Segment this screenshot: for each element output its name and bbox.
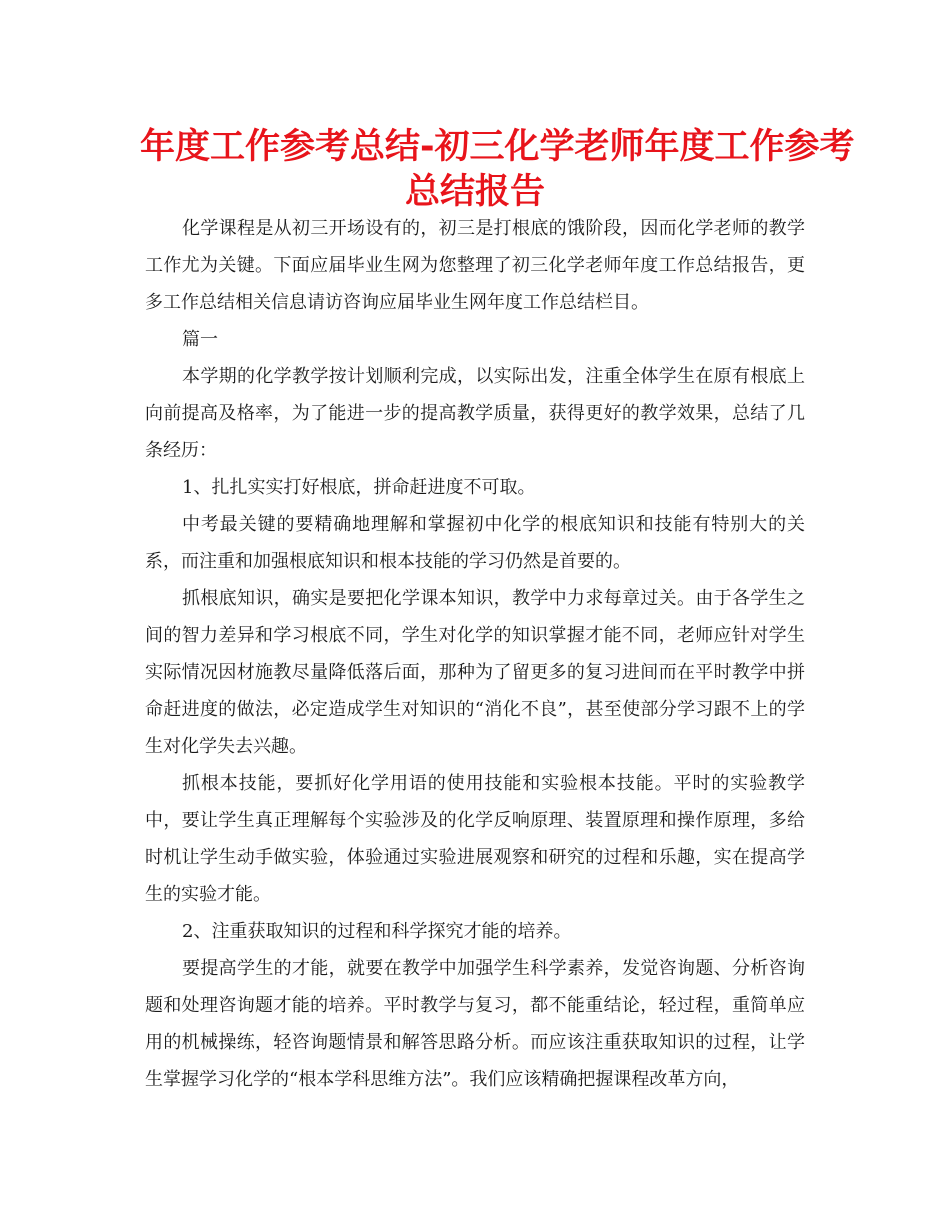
document-title-line-2: 总结报告 [404,172,545,212]
paragraph-basic-skills: 抓根本技能，要抓好化学用语的使用技能和实验根本技能。平时的实验教学中，要让学生真正理解每个实验涉及的化学反响原理、装置原理和操作原理，多给时机让学生动手做实验，体验通过实验进展观察和研究的过程和乐趣，实在提高学生的实验才能。 [145,773,805,905]
paragraph-section-label: 篇一 [182,329,218,350]
document-body [145,210,805,1098]
paragraph-intro: 化学课程是从初三开场设有的，初三是打根底的饿阶段，因而化学老师的教学工作尤为关键。下面应届毕业生网为您整理了初三化学老师年度工作总结报告，更多工作总结相关信息请访咨询应届毕业生网年度工作总结栏目。 [145,218,805,313]
paragraph-overview: 本学期的化学教学按计划顺利完成，以实际出发，注重全体学生在原有根底上向前提高及格率，为了能进一步的提高教学质量，获得更好的教学效果，总结了几条经历： [145,366,805,461]
paragraph-basic-knowledge: 抓根底知识，确实是要把化学课本知识，教学中力求每章过关。由于各学生之间的智力差异和学习根底不同，学生对化学的知识掌握才能不同，老师应针对学生实际情况因材施教尽量降低落后面，那种为了留更多的复习进间而在平时教学中拼命赶进度的做法，必定造成学生对知识的“消化不良”，甚至使部分学习跟不上的学生对化学失去兴趣。 [145,588,805,757]
paragraph-heading-1: 1、扎扎实实打好根底，拼命赶进度不可取。 [182,477,536,498]
paragraph-heading-2: 2、注重获取知识的过程和科学探究才能的培养。 [182,921,572,942]
document-title-line-1: 年度工作参考总结-初三化学老师年度工作参考 [140,127,855,167]
paragraph-exam-basics: 中考最关键的要精确地理解和掌握初中化学的根底知识和技能有特别大的关系，而注重和加强根底知识和根本技能的学习仍然是首要的。 [145,514,805,572]
paragraph-ability-training: 要提高学生的才能，就要在教学中加强学生科学素养，发觉咨询题、分析咨询题和处理咨询题才能的培养。平时教学与复习，都不能重结论，轻过程，重简单应用的机械操练，轻咨询题情景和解答思路分析。而应该注重获取知识的过程，让学生掌握学习化学的“根本学科思维方法”。我们应该精确把握课程改革方向， [145,958,805,1090]
